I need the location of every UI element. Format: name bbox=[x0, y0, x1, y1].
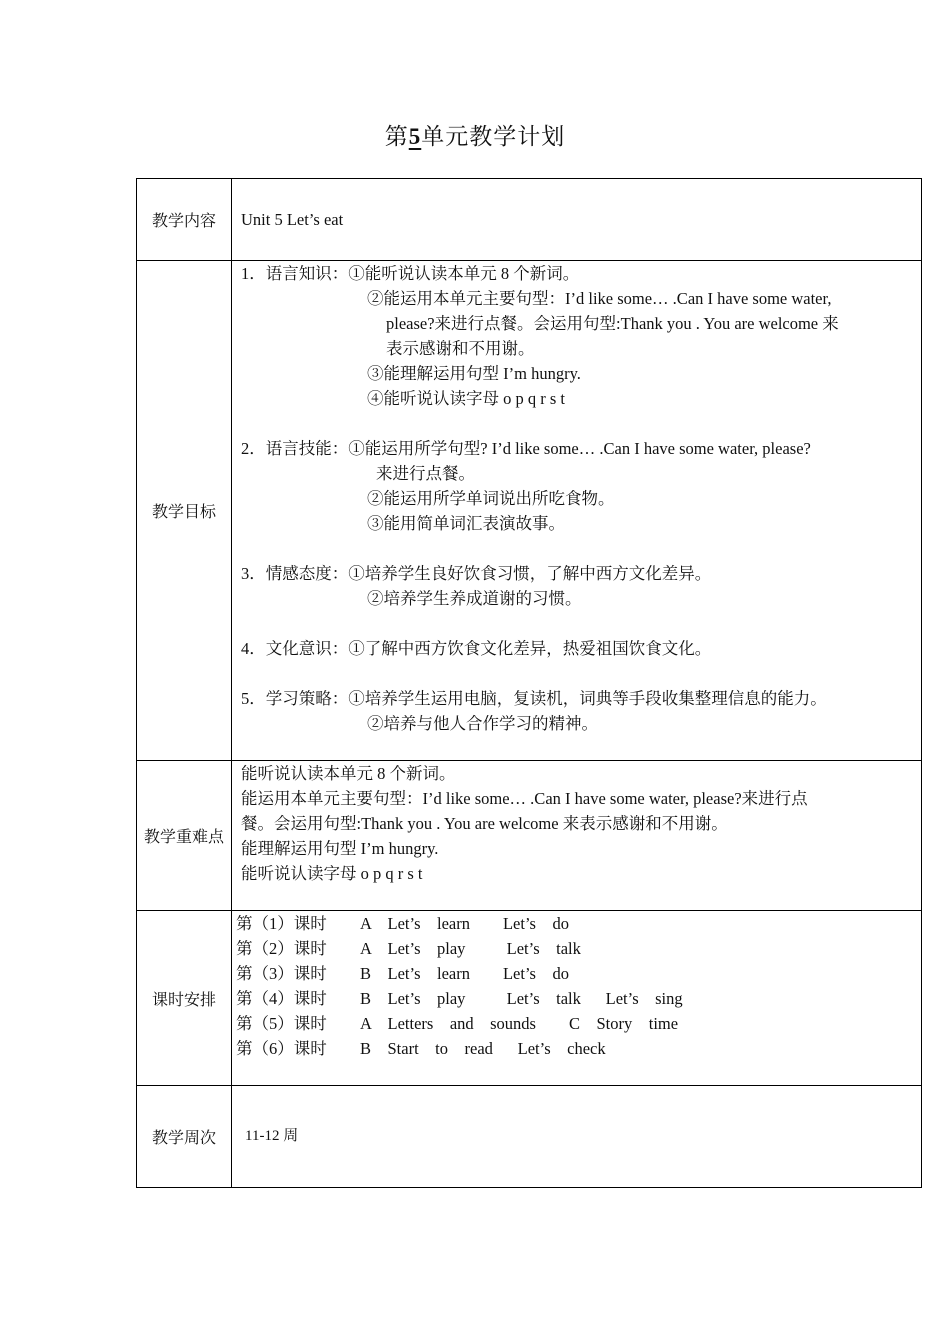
keypoint-line: 能理解运用句型 I’m hungry. bbox=[241, 839, 439, 858]
unit-title: Unit 5 Let’s eat bbox=[241, 210, 344, 229]
lesson-row: 第（6）课时 B Start to read Let’s check bbox=[236, 1039, 606, 1058]
page-title: 第5单元教学计划 bbox=[384, 124, 566, 149]
goal-heading: 4．文化意识： bbox=[241, 639, 349, 658]
unit-number: 5 bbox=[408, 124, 422, 149]
lesson-row: 第（5）课时 A Letters and sounds C Story time bbox=[236, 1014, 679, 1033]
label-content: 教学内容 bbox=[137, 179, 232, 261]
row-keypoints bbox=[137, 761, 922, 911]
row-schedule bbox=[137, 911, 922, 1086]
goal-heading: 1．语言知识： bbox=[241, 264, 349, 283]
goal-heading: 2．语言技能： bbox=[241, 439, 349, 458]
lesson-row: 第（2）课时 A Let’s play Let’s talk bbox=[236, 939, 581, 958]
lesson-row: 第（3）课时 B Let’s learn Let’s do bbox=[236, 964, 569, 983]
label-goals: 教学目标 bbox=[137, 261, 232, 761]
goal-item: 4．文化意识： ①了解中西方饮食文化差异，热爱祖国饮食文化。 bbox=[241, 636, 913, 661]
label-weeks: 教学周次 bbox=[137, 1086, 232, 1188]
row-goals bbox=[137, 261, 922, 761]
keypoint-line: 能运用本单元主要句型：I’d like some… .Can I have some water, please?来进行点 bbox=[241, 789, 808, 808]
goal-heading: 5．学习策略： bbox=[241, 689, 349, 708]
goal-item: 3．情感态度： ①培养学生良好饮食习惯，了解中西方文化差异。 ②培养学生养成道谢的习惯。 bbox=[241, 561, 913, 611]
label-keypoints: 教学重难点 bbox=[137, 761, 232, 911]
teaching-plan-table bbox=[136, 178, 922, 1188]
goal-heading: 3．情感态度： bbox=[241, 564, 349, 583]
keypoint-line: 能听说认读本单元 8 个新词。 bbox=[241, 764, 456, 783]
row-content bbox=[137, 179, 922, 261]
weeks-value: 11-12 周 bbox=[245, 1128, 299, 1144]
lesson-row: 第（1）课时 A Let’s learn Let’s do bbox=[236, 914, 569, 933]
lesson-list bbox=[232, 911, 921, 1061]
row-weeks bbox=[137, 1086, 922, 1188]
keypoint-line: 能听说认读字母 o p q r s t bbox=[241, 864, 423, 883]
label-schedule: 课时安排 bbox=[137, 911, 232, 1086]
keypoint-line: 餐。会运用句型:Thank you . You are welcome 来表示感谢和不用谢。 bbox=[241, 814, 728, 833]
goal-item: 2．语言技能： ①能运用所学句型? I’d like some… .Can I have some water, please? 来进行点餐。 ②能运用所学单词说出所吃食物。 ③能用简单词汇表演故事。 bbox=[241, 436, 913, 536]
goals-list bbox=[232, 261, 921, 736]
goal-item: 5．学习策略： ①培养学生运用电脑，复读机，词典等手段收集整理信息的能力。 ②培养与他人合作学习的精神。 bbox=[241, 686, 913, 736]
goal-item: 1．语言知识： ①能听说认读本单元 8 个新词。 ②能运用本单元主要句型：I’d like some… .Can I have some water, please?来进行点餐。会运用句型:Thank you . You are welcome 来 表示感谢和不用谢。 ③能理解运用句型 I’m hungry. ④能听说认读字母 o p q r s t bbox=[241, 261, 913, 411]
keypoints-list bbox=[232, 761, 921, 886]
lesson-row: 第（4）课时 B Let’s play Let’s talk Let’s sing bbox=[236, 989, 683, 1008]
